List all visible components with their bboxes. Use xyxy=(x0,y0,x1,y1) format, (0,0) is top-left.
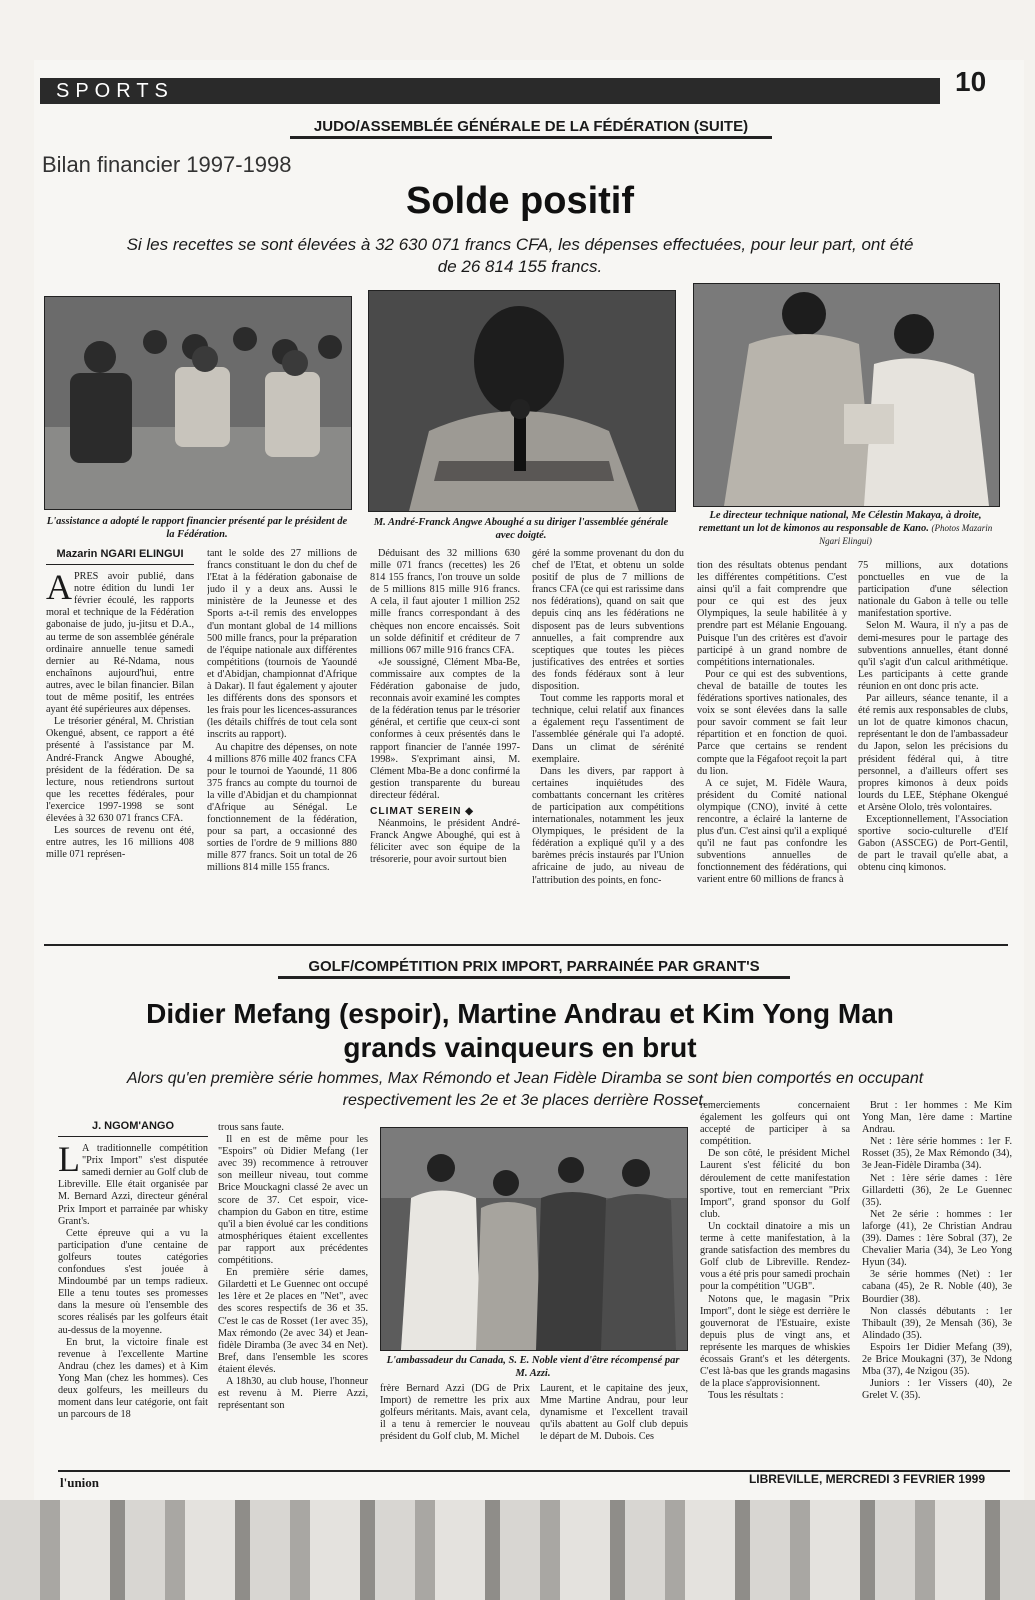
judo-col3-p1: Déduisant des 32 millions 630 mille 071 francs (recettes) les 26 814 155 francs, l'on trouve un solde de 5 millions 815 mille 916 francs. A cela, il faut ajouter 1 million 252 mille francs correspondant à des chèques non encore encaissés. Soit un solde définitif et créditeur de 7 millions 067 mille 916 francs CFA. xyxy=(370,548,520,656)
judo-col2-p1: tant le solde des 27 millions de francs constituant le don du chef de l'Etat à la fédération gabonaise de judo il y a deux ans. Aussi le ministère de la Jeunesse et des Sports a-t-il remis des enveloppes d'un montant global de 14 millions 500 mille francs, pour la préparation de l'équipe nationale aux différentes compétitions (tournois de Yaoundé et d'Abidjan, championnat d'Afrique à Dakar). Il faut également y ajouter les différents dons des sponsors et les frais pour les licences-assurances (les détails chiffrés de tout cela sont inscrits au rapport). xyxy=(207,548,357,741)
golf-headline-line-2: grands vainqueurs en brut xyxy=(343,1032,697,1063)
page-number: 10 xyxy=(955,66,987,97)
golf-dropcap: L xyxy=(58,1139,80,1180)
golf-kicker: GOLF/COMPÉTITION PRIX IMPORT, PARRAINÉE PAR GRANT'S xyxy=(278,958,790,979)
golf-col2-p4: A 18h30, au club house, l'honneur est revenu à M. Pierre Azzi, représentant son xyxy=(218,1375,368,1412)
judo-column-3 xyxy=(370,548,520,940)
judo-dropcap: A xyxy=(46,567,72,608)
judo-col1-p2: Le trésorier général, M. Christian Okengué, absent, ce rapport a été présenté à l'assistance par M. André-Franck Angwe Aboughé, président de la fédération. De sa lecture, nous retiendrons surtout que les recettes fédérales, pour l'exercice 1997-1998 se sont élevées à 32 630 071 francs CFA. xyxy=(46,716,194,824)
newspaper-name: l'union xyxy=(60,1475,100,1490)
golf-result-brut: Brut : 1er hommes : Me Kim Yong Man, 1ère dame : Martine Andrau. xyxy=(862,1100,1012,1136)
judo-caption-3-text: Le directeur technique national, Me Célestin Makaya, à droite, remettant un lot de kimonos au responsable de Kano. xyxy=(698,510,982,534)
scan-background xyxy=(0,1500,1035,1600)
golf-result-net-1-dames: Net : 1ère série dames : 1ère Gillardetti (36), 2e Le Guennec (35). xyxy=(862,1172,1012,1208)
judo-col4-p2: Tout comme les rapports moral et technique, celui relatif aux finances a également reçu l'assentiment de l'assemblée générale qui l'a adopté. Dans un climat de sérénité exemplaire. xyxy=(532,693,684,765)
golf-result-net-1-hommes: Net : 1ère série hommes : 1er F. Rosset (35), 2e Max Rémondo (34), 3e Jean-Fidèle Diramba (34). xyxy=(862,1136,1012,1172)
golf-results-column xyxy=(862,1100,1012,1470)
golf-col2-p2: Il en est de même pour les "Espoirs" où Didier Mefang (1er avec 39) recommence à retrouver son meilleur niveau, tout comme Brice Mouckagni classé 2e avec un score de 37. Cet espoir, vice-champion du Gabon en titre, estime qu'il a bien évolué car les conditions atmosphériques étaient excellentes par rapport aux précédentes compétitions. xyxy=(218,1134,368,1267)
golf-column-2 xyxy=(218,1122,368,1470)
judo-col6-p4: Exceptionnellement, l'Association sportive socio-culturelle d'Elf Gabon (ASSCEG) de Port-Gentil, de part le travail qu'elle abat, a obtenu cinq kimonos. xyxy=(858,813,1008,874)
byline-rule xyxy=(46,564,194,565)
judo-col6-p2: Selon M. Waura, il n'y a pas de demi-mesures pour le partage des subventions annuelles, étant donné qu'il s'agit d'un calcul arithmétique. Les participants à cette grande réunion en ont donc pris acte. xyxy=(858,620,1008,692)
golf-byline: J. NGOM'ANGO xyxy=(91,1120,175,1132)
judo-col4-p3: Dans les divers, par rapport à certaines inquiétudes des combattants concernant les critères de participation aux compétitions internationales, notamment les jeux Olympiques, le président de la fédération a expliqué qu'il y a des barèmes précis instaurés par l'Union africaine de judo, au niveau de l'attribution des points, en fonc- xyxy=(532,765,684,886)
golf-col1-p1: A traditionnelle compétition "Prix Import" s'est disputée samedi dernier au Golf club de Libreville. Elle était organisée par M. Bernard Azzi, directeur général Prix Import et parrainée par whisky Grant's. xyxy=(58,1143,208,1227)
judo-col6-p3: Par ailleurs, séance tenante, il a été remis aux responsables de clubs, un lot de quatre kimonos chacun, représentant le don de l'ambassadeur du Japon, selon les précisions du président fédéral qui, à titre personnel, a d'ailleurs offert ses propres kimonos à deux poids lourds du LEE, Stéphane Okengué et Arsène Ololo, très volontaires. xyxy=(858,693,1008,813)
golf-col5-p2: De son côté, le président Michel Laurent s'est félicité du bon déroulement de cette manifestation sportive, tout en remerciant "Prix Import", grand sponsor du Golf club. xyxy=(700,1148,850,1220)
golf-col4-p1: Laurent, et le capitaine des jeux, Mme Martine Andrau, pour leur dynamisme et l'excellent travail qu'ils abattent au Golf club depuis le départ de M. Dubois. Ces xyxy=(540,1383,688,1443)
golf-col1-p3: En brut, la victoire finale est revenue à l'excellente Martine Andrau (chez les dames) et à Kim Yong Man (chez les hommes). Ces deux golfeurs, les meilleurs du moment dans leur catégorie, ont fait un parcours de 18 xyxy=(58,1336,208,1421)
golf-col5-p4: Notons que, le magasin "Prix Import", dont le siège est derrière le gouvernorat de l'Estuaire, existe depuis plus de vingt ans, et représente les marques de whiskies écossais Grant's et les détergents. C'est là-bas que les grands magasins de la place s'approvisionnent. xyxy=(700,1293,850,1390)
section-divider xyxy=(44,944,1008,946)
judo-byline: Mazarin NGARI ELINGUI xyxy=(56,548,184,560)
golf-column-4 xyxy=(540,1383,688,1471)
judo-col2-p2: Au chapitre des dépenses, on note 4 millions 876 mille 402 francs CFA pour le tournoi de Yaoundé, 11 806 375 francs au compte du tournoi de la ville d'Abidjan et du championnat d'Afrique au Sénégal. Le fonctionnement de la fédération, pour sa part, a occasionné des sorties de l'ordre de 9 millions 880 mille 877 francs. Soit un total de 26 millions 814 mille 155 francs. xyxy=(207,741,357,874)
president-microphone-photo xyxy=(368,290,676,512)
photo-credit: (Photos Mazarin Ngari Elingui) xyxy=(819,523,993,546)
golf-headline-line-1: Didier Mefang (espoir), Martine Andrau et Kim Yong Man xyxy=(146,998,894,1029)
judo-col5-p2: Pour ce qui est des subventions, cheval de bataille de toutes les fédérations sportives nationales, des voix se sont élevées dans la salle pour savoir comment se fait leur répartition et en fonction de quoi. Parce que certains se rendent compte que la Fégafoot reçoit la part du lion. xyxy=(697,668,847,777)
golf-col2-p3: En première série dames, Gilardetti et Le Guennec ont occupé les 1ère et 2e places en "Net", avec des scores respectifs de 36 et 35. C'est le cas de Rosset (1er avec 35), Max rémondo (2e avec 34) et Jean-fidèle Diramba (3e avec 34 en Net). Bref, dans l'ensemble les scores étaient élevés. xyxy=(218,1267,368,1375)
judo-deck: Si les recettes se sont élevées à 32 630 071 francs CFA, les dépenses effectuées, pour leur part, ont été de 26 814 155 francs. xyxy=(126,235,914,276)
golf-column-1 xyxy=(58,1120,208,1470)
judo-kicker: JUDO/ASSEMBLÉE GÉNÉRALE DE LA FÉDÉRATION (SUITE) xyxy=(290,118,772,139)
judo-col3-p3: Néanmoins, le président André-Franck Angwe Aboughé, qui est à féliciter avec son équipe de la trésorerie, pour avoir surtout bien xyxy=(370,818,520,866)
section-header: SPORTS xyxy=(40,78,940,104)
golf-col5-p5: Tous les résultats : xyxy=(708,1390,784,1402)
golf-col1-p2: Cette épreuve qui a vu la participation d'une centaine de golfeurs toutes catégories confondues s'est jouée à Mindoumbé par un temps radieux. Elle a tenu toutes ses promesses dans la mesure où l'ensemble des scores réalisés par les golfeurs était au-dessus de la moyenne. xyxy=(58,1227,208,1336)
golf-col3-p1: frère Bernard Azzi (DG de Prix Import) de remettre les prix aux golfeurs méritants. Mais, avant cela, il a tenu à remercier le nouveau président du Golf club, M. Michel xyxy=(380,1383,530,1443)
judo-caption-3 xyxy=(693,509,998,548)
golf-col2-p1: trous sans faute. xyxy=(218,1122,284,1133)
assembly-audience-photo xyxy=(44,296,352,510)
judo-col5-p3: A ce sujet, M. Fidèle Waura, président du Comité national olympique (CNO), invité à cette rencontre, a éclairé la lanterne de plus d'un. C'est ainsi qu'il a expliqué qu'il ne faut pas confondre les subventions annuelles de fonctionnement des fédérations, qui varient entre 60 millions de francs à xyxy=(697,777,847,886)
golf-caption: L'ambassadeur du Canada, S. E. Noble vient d'être récompensé par M. Azzi. xyxy=(386,1355,680,1379)
judo-column-2 xyxy=(207,548,357,940)
judo-col1-p3: Les sources de revenu ont été, entre autres, les 16 millions 408 mille 071 représen- xyxy=(46,825,194,861)
judo-col1-p1: PRES avoir publié, dans notre édition du lundi 1er février écoulé, les rapports moral et technique de la Fédération gabonaise de judo, ju-jitsu et D.A., au terme de son assemblée générale ordinaire annuelle tenue samedi dernier au Ré-Ndama, nous enchaînons aujourd'hui, entre autres, avec le bilan financier. Bilan tout de même positif, les entrées ayant été supérieures aux dépenses. xyxy=(46,571,194,716)
judo-column-4 xyxy=(532,548,684,940)
judo-caption-2: M. André-Franck Angwe Aboughé a su diriger l'assemblée générale avec doigté. xyxy=(373,517,669,541)
judo-subhead: Bilan financier 1997-1998 xyxy=(42,152,292,177)
golf-result-espoirs: Espoirs 1er Didier Mefang (39), 2e Brice Moukagni (37), 3e Ndong Mba (37), 4e Nzigou (35). xyxy=(862,1341,1012,1378)
judo-col6-p1: 75 millions, aux dotations ponctuelles en vue de la participation d'une sélection nationale du Gabon à telle ou telle manifestation sportive. xyxy=(858,560,1008,620)
judo-col4-p1: géré la somme provenant du don du chef de l'Etat, et obtenu un solde positif de plus de 7 millions de francs CFA (ce qui est rarissime dans nos fédérations), quand on sait que depuis cinq ans les fédérations ne disposent pas de leurs subventions annuelles, a fait comprendre aux sceptiques que toutes les pièces justificatives des entrées et sorties des fonds fédéraux sont à leur disposition. xyxy=(532,548,684,693)
judo-column-6 xyxy=(858,560,1008,940)
golf-col5-p1: remerciements concernaient également les golfeurs qui ont accepté de participer à sa compétition. xyxy=(700,1100,850,1148)
judo-column-1 xyxy=(46,548,194,940)
kimono-handover-photo xyxy=(693,283,1000,507)
golf-result-juniors: Juniors : 1er Vissers (40), 2e Grelet V. (35). xyxy=(862,1378,1012,1402)
judo-caption-1: L'assistance a adopté le rapport financier présenté par le président de la Fédération. xyxy=(46,516,348,540)
golf-column-5 xyxy=(700,1100,850,1470)
judo-col3-p2: «Je soussigné, Clément Mba-Be, commissaire aux comptes de la Fédération gabonaise de judo, reconnais avoir examiné les comptes de la fédération tenus par le trésorier général, et certifie que ceux-ci sont conformes à ceux présentés dans le rapport financier de l'année 1997-1998». S'exprimant ainsi, M. Clément Mba-Be a donc confirmé la gestion transparente du bureau directeur fédéral. xyxy=(370,656,520,801)
judo-headline: Solde positif xyxy=(406,180,634,222)
judo-column-5 xyxy=(697,560,847,940)
golf-award-photo xyxy=(380,1127,688,1351)
golf-column-3 xyxy=(380,1383,530,1471)
golf-col5-p3: Un cocktail dinatoire a mis un terme à cette manifestation, à la grande satisfaction des membres du Golf club de Libreville. Rendez-vous a été pris pour samedi prochain pour la compétition "UGB". xyxy=(700,1220,850,1293)
golf-result-net-2: Net 2e série : hommes : 1er laforge (41), 2e Christian Andrau (39). Dames : 1ère Sobral (37), 2e Chevalier Maria (34), 3e Leo Yong Hyun (34). xyxy=(862,1208,1012,1269)
dateline: LIBREVILLE, MERCREDI 3 FEVRIER 1999 xyxy=(748,1472,985,1486)
byline-rule xyxy=(58,1136,208,1137)
golf-result-debutants: Non classés débutants : 1er Thibault (39), 2e Mensah (36), 3e Alindado (35). xyxy=(862,1305,1012,1341)
judo-interhead: CLIMAT SEREIN ◆ xyxy=(370,805,475,817)
judo-col5-p1: tion des résultats obtenus pendant les différentes compétitions. C'est ainsi qu'il a fait comprendre que pour ce qui est des jeux Olympiques, la seule habilitée à y prendre part est Mélanie Engouang. Puisque l'un des critères est d'avoir participé à un grand nombre de compétitions internationales. xyxy=(697,560,847,668)
golf-deck: Alors qu'en première série hommes, Max Rémondo et Jean Fidèle Diramba se sont bien comportés en occupant respectivement les 2e et 3e places derrière Rosset. xyxy=(126,1070,924,1109)
golf-result-3e-serie: 3e série hommes (Net) : 1er cabana (45), 2e R. Noble (40), 3e Bourdier (38). xyxy=(862,1269,1012,1305)
